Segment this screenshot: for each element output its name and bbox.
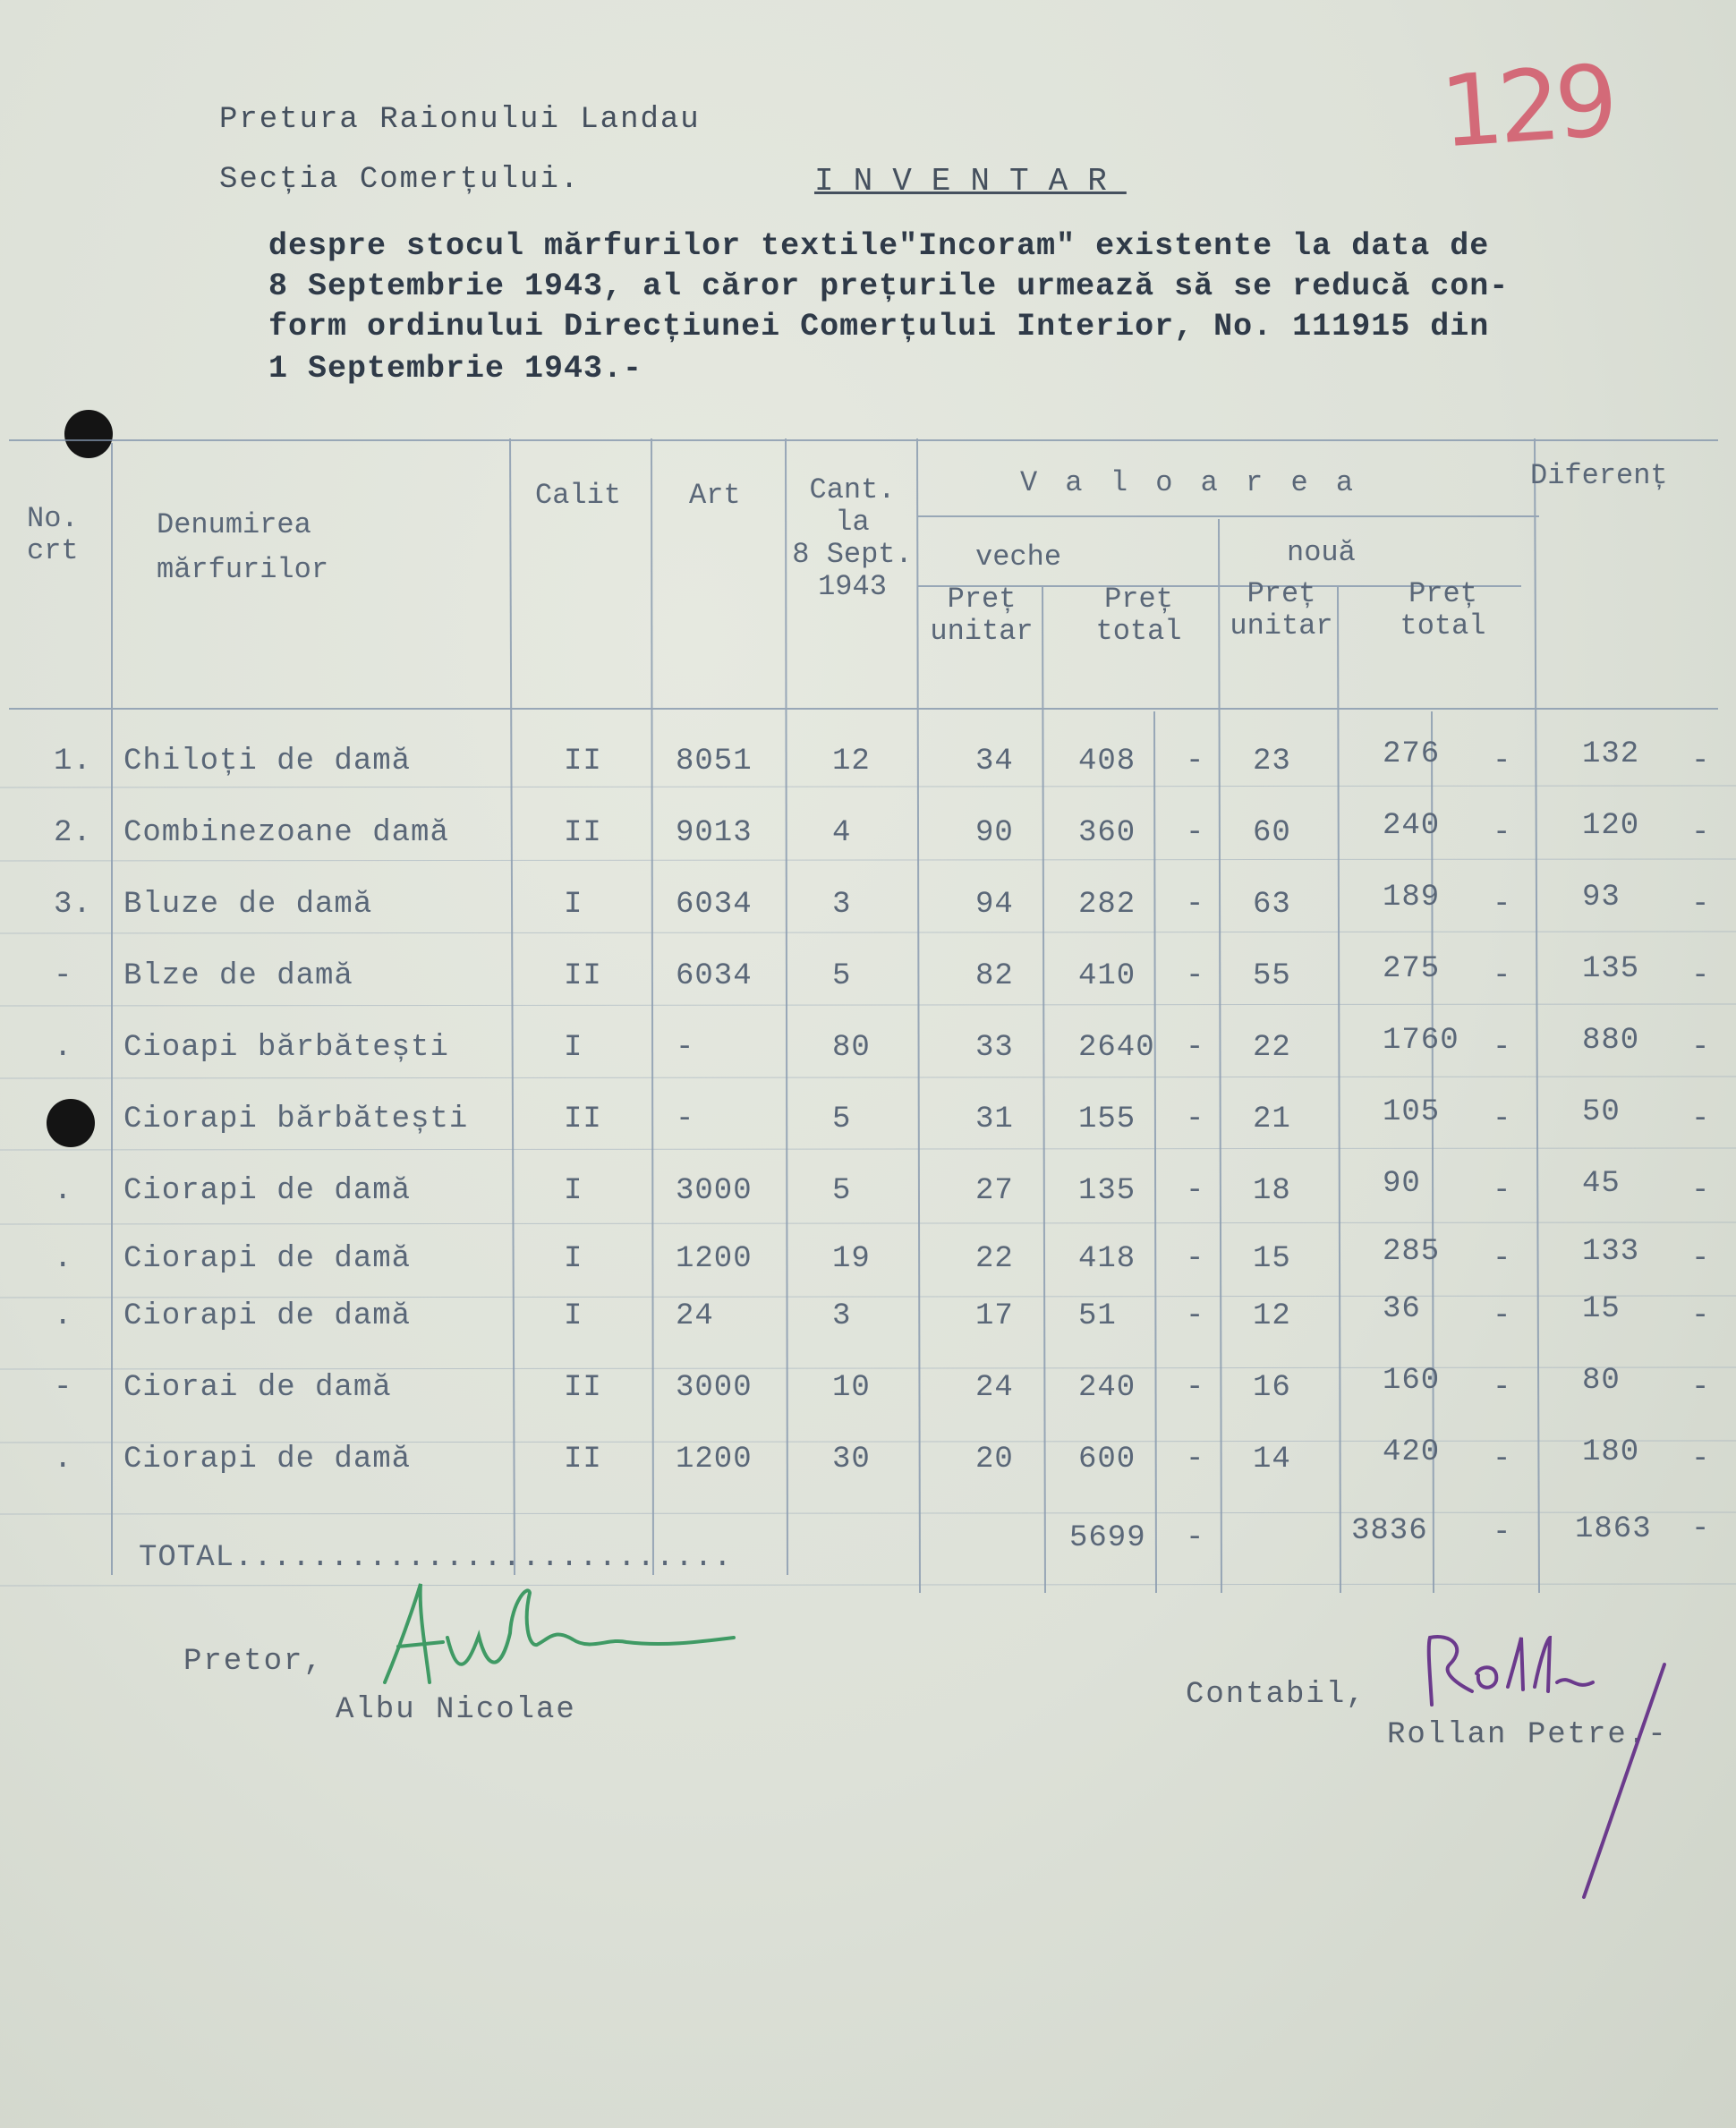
- dash: -: [1186, 1299, 1205, 1333]
- row-number: .: [54, 1443, 73, 1477]
- old-unit-price: 33: [975, 1031, 1014, 1065]
- row-number: 3.: [54, 888, 92, 922]
- document-title: INVENTAR: [814, 163, 1127, 200]
- row-number: 2.: [54, 816, 92, 850]
- dash: -: [1186, 1174, 1205, 1208]
- old-unit-price: 34: [975, 745, 1014, 779]
- item-name: Ciorapi bărbătești: [123, 1102, 469, 1136]
- old-total-price: 408: [1078, 745, 1136, 779]
- new-unit-price: 55: [1253, 959, 1291, 993]
- header-noua: nouă: [1287, 536, 1356, 569]
- article-code: 3000: [676, 1174, 753, 1208]
- dash: -: [1691, 1031, 1711, 1065]
- old-unit-price: 27: [975, 1174, 1014, 1208]
- article-code: 3000: [676, 1371, 753, 1405]
- new-unit-price: 18: [1253, 1174, 1291, 1208]
- quality: I: [564, 888, 583, 922]
- old-total-price: 282: [1078, 888, 1136, 922]
- header-cant: Cant. la 8 Sept. 1943: [792, 473, 913, 603]
- quantity: 30: [832, 1443, 871, 1477]
- difference: 50: [1582, 1095, 1621, 1129]
- pretor-label: Pretor,: [183, 1645, 324, 1679]
- old-unit-price: 82: [975, 959, 1014, 993]
- old-unit-price: 24: [975, 1371, 1014, 1405]
- new-total-price: 275: [1383, 952, 1441, 986]
- dash: -: [1493, 1371, 1512, 1405]
- total-pret-noua: 3836: [1351, 1514, 1428, 1548]
- quantity: 5: [832, 1102, 852, 1136]
- dash: -: [1691, 1299, 1711, 1333]
- new-total-price: 276: [1383, 737, 1441, 771]
- dash: -: [1493, 959, 1512, 993]
- new-unit-price: 22: [1253, 1031, 1291, 1065]
- new-total-price: 285: [1383, 1235, 1441, 1269]
- quality: II: [564, 1371, 602, 1405]
- header-veche: veche: [975, 541, 1062, 574]
- row-number: -: [54, 959, 73, 993]
- dash: -: [1493, 1299, 1512, 1333]
- article-code: 6034: [676, 959, 753, 993]
- article-code: 6034: [676, 888, 753, 922]
- quantity: 12: [832, 745, 871, 779]
- header-pret-total-veche: Preț total: [1095, 583, 1182, 648]
- quantity: 10: [832, 1371, 871, 1405]
- dash: -: [1493, 1174, 1512, 1208]
- difference: 93: [1582, 881, 1621, 915]
- old-total-price: 600: [1078, 1443, 1136, 1477]
- old-total-price: 51: [1078, 1299, 1117, 1333]
- quantity: 3: [832, 1299, 852, 1333]
- dash: -: [1186, 1102, 1205, 1136]
- new-unit-price: 60: [1253, 816, 1291, 850]
- item-name: Ciorapi de damă: [123, 1174, 412, 1208]
- dash: -: [1186, 1242, 1205, 1276]
- header-pret-unitar-veche: Preț unitar: [930, 583, 1034, 648]
- dash: -: [1691, 745, 1711, 779]
- article-code: -: [676, 1031, 695, 1065]
- contabil-name: Rollan Petre.-: [1387, 1718, 1668, 1752]
- old-unit-price: 90: [975, 816, 1014, 850]
- description-line: 1 Septembrie 1943.-: [268, 351, 643, 387]
- dash: -: [1691, 959, 1711, 993]
- item-name: Cioapi bărbătești: [123, 1031, 449, 1065]
- header-art: Art: [689, 479, 741, 512]
- old-total-price: 418: [1078, 1242, 1136, 1276]
- dash: -: [1186, 745, 1205, 779]
- quality: I: [564, 1242, 583, 1276]
- new-unit-price: 16: [1253, 1371, 1291, 1405]
- old-unit-price: 31: [975, 1102, 1014, 1136]
- new-unit-price: 23: [1253, 745, 1291, 779]
- quality: I: [564, 1174, 583, 1208]
- row-number: .: [54, 1031, 73, 1065]
- quantity: 5: [832, 959, 852, 993]
- header-pret-unitar-noua: Preț unitar: [1230, 577, 1333, 643]
- quantity: 4: [832, 816, 852, 850]
- header-pret-total-noua: Preț total: [1400, 577, 1486, 643]
- old-unit-price: 17: [975, 1299, 1014, 1333]
- new-unit-price: 12: [1253, 1299, 1291, 1333]
- row-number: 1.: [54, 745, 92, 779]
- old-total-price: 240: [1078, 1371, 1136, 1405]
- new-total-price: 1760: [1383, 1024, 1459, 1058]
- difference: 133: [1582, 1235, 1640, 1269]
- dash: -: [1493, 1031, 1512, 1065]
- item-name: Bluze de damă: [123, 888, 373, 922]
- description-line: form ordinului Direcțiunei Comerțului Interior, No. 111915 din: [268, 309, 1490, 345]
- dash: -: [1493, 816, 1512, 850]
- dash: -: [1691, 1174, 1711, 1208]
- quality: II: [564, 959, 602, 993]
- dash: -: [1186, 1371, 1205, 1405]
- article-code: -: [676, 1102, 695, 1136]
- dash: -: [1186, 959, 1205, 993]
- total-diferenta: 1863: [1575, 1512, 1652, 1546]
- total-dash: -: [1186, 1521, 1205, 1555]
- row-number: .: [54, 1299, 73, 1333]
- dash: -: [1186, 888, 1205, 922]
- item-name: Ciorai de damă: [123, 1371, 392, 1405]
- quality: I: [564, 1031, 583, 1065]
- dash: -: [1691, 1443, 1711, 1477]
- new-total-price: 240: [1383, 809, 1441, 843]
- old-total-price: 360: [1078, 816, 1136, 850]
- article-code: 8051: [676, 745, 753, 779]
- difference: 132: [1582, 737, 1640, 771]
- description-line: 8 Septembrie 1943, al căror prețurile urmează să se reducă con-: [268, 268, 1510, 304]
- new-total-price: 90: [1383, 1167, 1421, 1201]
- total-label: TOTAL..........................: [139, 1541, 733, 1575]
- old-unit-price: 94: [975, 888, 1014, 922]
- item-name: Ciorapi de damă: [123, 1242, 412, 1276]
- dash: -: [1493, 1443, 1512, 1477]
- header-section: Secția Comerțului.: [219, 163, 581, 197]
- header-nr: No. crt: [27, 502, 79, 567]
- difference: 45: [1582, 1167, 1621, 1201]
- total-dash: -: [1691, 1512, 1711, 1546]
- quantity: 80: [832, 1031, 871, 1065]
- dash: -: [1186, 1031, 1205, 1065]
- row-number: .: [54, 1174, 73, 1208]
- old-total-price: 155: [1078, 1102, 1136, 1136]
- old-total-price: 410: [1078, 959, 1136, 993]
- difference: 180: [1582, 1435, 1640, 1469]
- old-total-price: 2640: [1078, 1031, 1155, 1065]
- row-number: .: [54, 1242, 73, 1276]
- article-code: 1200: [676, 1443, 753, 1477]
- contabil-label: Contabil,: [1186, 1678, 1366, 1712]
- difference: 80: [1582, 1364, 1621, 1398]
- dash: -: [1691, 816, 1711, 850]
- difference: 120: [1582, 809, 1640, 843]
- new-unit-price: 63: [1253, 888, 1291, 922]
- new-total-price: 36: [1383, 1292, 1421, 1326]
- dash: -: [1186, 816, 1205, 850]
- item-name: Ciorapi de damă: [123, 1299, 412, 1333]
- header-valoarea: V a l o a r e a: [1020, 466, 1359, 499]
- dash: -: [1493, 1242, 1512, 1276]
- header-diferenta: Diferenț: [1530, 459, 1668, 492]
- dash: -: [1691, 1242, 1711, 1276]
- new-total-price: 105: [1383, 1095, 1441, 1129]
- total-dash: -: [1493, 1516, 1512, 1550]
- item-name: Chiloți de damă: [123, 745, 412, 779]
- quality: II: [564, 745, 602, 779]
- quality: I: [564, 1299, 583, 1333]
- new-total-price: 160: [1383, 1364, 1441, 1398]
- difference: 15: [1582, 1292, 1621, 1326]
- dash: -: [1691, 888, 1711, 922]
- header-calit: Calit: [535, 479, 622, 512]
- quality: II: [564, 1102, 602, 1136]
- old-total-price: 135: [1078, 1174, 1136, 1208]
- contabil-signature: [1429, 1637, 1664, 1897]
- difference: 135: [1582, 952, 1640, 986]
- item-name: Combinezoane damă: [123, 816, 449, 850]
- row-number: -: [54, 1371, 73, 1405]
- old-unit-price: 20: [975, 1443, 1014, 1477]
- quantity: 3: [832, 888, 852, 922]
- article-code: 24: [676, 1299, 714, 1333]
- new-total-price: 189: [1383, 881, 1441, 915]
- header-name: Denumirea mărfurilor: [157, 508, 329, 586]
- pretor-signature: [385, 1584, 734, 1682]
- dash: -: [1186, 1443, 1205, 1477]
- dash: -: [1493, 888, 1512, 922]
- item-name: Blze de damă: [123, 959, 353, 993]
- pretor-name: Albu Nicolae: [336, 1693, 576, 1727]
- new-unit-price: 14: [1253, 1443, 1291, 1477]
- dash: -: [1493, 745, 1512, 779]
- page-number: 129: [1436, 43, 1617, 170]
- quantity: 19: [832, 1242, 871, 1276]
- new-unit-price: 21: [1253, 1102, 1291, 1136]
- old-unit-price: 22: [975, 1242, 1014, 1276]
- dash: -: [1691, 1102, 1711, 1136]
- difference: 880: [1582, 1024, 1640, 1058]
- header-office: Pretura Raionului Landau: [219, 103, 701, 137]
- item-name: Ciorapi de damă: [123, 1443, 412, 1477]
- dash: -: [1691, 1371, 1711, 1405]
- article-code: 1200: [676, 1242, 753, 1276]
- new-unit-price: 15: [1253, 1242, 1291, 1276]
- total-pret-veche: 5699: [1069, 1521, 1146, 1555]
- quality: II: [564, 1443, 602, 1477]
- quantity: 5: [832, 1174, 852, 1208]
- dash: -: [1493, 1102, 1512, 1136]
- description-line: despre stocul mărfurilor textile"Incoram" existente la data de: [268, 228, 1490, 264]
- new-total-price: 420: [1383, 1435, 1441, 1469]
- quality: II: [564, 816, 602, 850]
- article-code: 9013: [676, 816, 753, 850]
